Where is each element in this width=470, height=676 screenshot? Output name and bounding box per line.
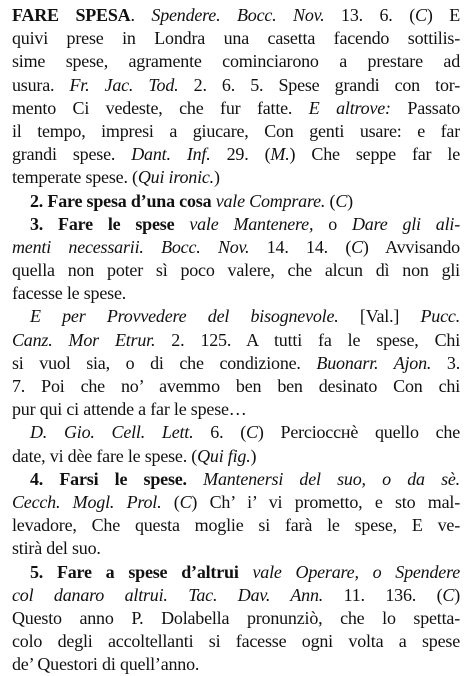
text-line — [12, 653, 460, 676]
text-line — [12, 421, 460, 444]
text-segment: ) — [213, 167, 220, 188]
text-line — [12, 259, 460, 282]
italic-text: Dant. Inf. — [131, 144, 211, 165]
italic-text: vale Operare, o Spendere — [238, 561, 460, 582]
headword: 5. Fare a spese d’altrui — [30, 561, 239, 582]
text-segment: 11. 136. ( — [323, 584, 443, 605]
text-line — [12, 4, 460, 27]
text-segment: ) Che seppe far le — [289, 144, 460, 165]
text-line — [12, 561, 460, 584]
text-line — [12, 491, 460, 514]
text-segment: quella non poter sì poco valere, che alcun dì non gli — [12, 260, 460, 281]
text-line — [12, 375, 460, 398]
text-line — [12, 143, 460, 166]
text-segment: si vuol sia, o di che condizione. — [12, 352, 317, 373]
text-segment: levadore, Che questa moglie si farà le spese, E ve- — [12, 515, 460, 536]
text-segment: Passato — [390, 97, 460, 118]
text-segment: ) — [250, 445, 257, 466]
text-segment: 6. ( — [193, 422, 247, 443]
italic-text: menti necessarii. Bocc. Nov. — [12, 236, 250, 257]
text-line — [12, 584, 460, 607]
italic-text: E altrove: — [308, 97, 391, 118]
italic-text: M. — [270, 144, 290, 165]
text-segment: mento Ci vedeste, che fur fatte. — [12, 97, 309, 118]
text-segment: ( — [161, 491, 180, 512]
text-line — [12, 630, 460, 653]
text-line — [12, 468, 460, 491]
italic-text: Canz. Mor Etrur. — [12, 329, 156, 350]
text-line — [12, 120, 460, 143]
text-segment: ) — [454, 584, 460, 605]
italic-text: Fr. Jac. Tod. — [69, 74, 179, 95]
text-segment: temperate spese. ( — [12, 167, 138, 188]
text-line — [12, 305, 460, 328]
italic-text: C — [246, 422, 258, 443]
text-segment: 14. 14. ( — [249, 236, 352, 257]
italic-text: Qui ironic. — [137, 167, 214, 188]
text-segment: sime spese, agramente cominciarono a prestare ad — [12, 51, 460, 72]
text-segment: stirà del suo. — [12, 538, 101, 559]
text-segment: 3. — [431, 352, 460, 373]
text-segment: pur qui ci attende a far le spese… — [12, 399, 247, 420]
text-segment: 13. 6. ( — [324, 5, 415, 25]
headword: 4. Farsi le spese. — [30, 468, 187, 489]
text-segment: date, vi dèe fare le spese. ( — [12, 445, 198, 466]
text-segment: facesse le spese. — [12, 283, 127, 304]
text-segment: ) E — [426, 5, 460, 25]
italic-text: Dare gli ali- — [337, 213, 460, 234]
text-line — [12, 352, 460, 375]
text-line — [12, 74, 460, 97]
text-segment: o — [328, 213, 338, 234]
text-segment: usura. — [12, 74, 70, 95]
italic-text: C — [415, 5, 427, 25]
text-line — [12, 537, 460, 560]
text-segment: 7. Poi che no’ avemmo ben ben desinato Con chi — [12, 376, 460, 396]
italic-text: col danaro altrui. Tac. Dav. Ann. — [12, 584, 324, 605]
italic-text: Pucc. — [420, 306, 460, 327]
text-line — [12, 213, 460, 236]
text-line — [12, 50, 460, 73]
text-line — [12, 166, 460, 189]
text-segment: ) Percioccнè quello che — [257, 422, 460, 443]
text-segment: ( — [325, 190, 336, 211]
italic-text: Buonarr. Ajon. — [316, 352, 432, 373]
text-line — [12, 445, 460, 468]
text-segment: il tempo, impresi a giucare, Con genti usare: e far — [12, 120, 460, 141]
text-line — [12, 398, 460, 421]
text-segment: 29. ( — [210, 144, 271, 165]
text-segment: . — [130, 5, 152, 25]
text-line — [12, 190, 460, 213]
text-line — [12, 607, 460, 630]
italic-text: C — [335, 190, 348, 211]
italic-text: Cecch. Mogl. Prol. — [12, 491, 162, 512]
text-line — [12, 97, 460, 120]
text-segment: 2. 6. 5. Spese grandi con tor- — [178, 74, 460, 95]
italic-text: C — [351, 236, 363, 257]
text-line — [12, 27, 460, 50]
text-segment: quivi prese in Londra una casetta facendo sottilis- — [12, 28, 460, 49]
headword: 3. Fare le spese — [30, 213, 175, 234]
text-segment: grandi spese. — [12, 144, 132, 165]
italic-text: vale Mantenere, — [174, 213, 329, 234]
text-segment: ) Ch’ i’ vi prometto, e sto mal- — [191, 491, 460, 512]
italic-text: E per Provvedere del bisognevole. — [30, 306, 339, 327]
headword: 2. Fare spesa d’una cosa — [30, 190, 212, 211]
italic-text: D. Gio. Cell. Lett. — [30, 422, 194, 443]
text-line — [12, 236, 460, 259]
text-line — [12, 282, 460, 305]
text-segment: [Val.] — [338, 306, 421, 327]
italic-text: C — [442, 584, 455, 605]
italic-text: C — [179, 491, 192, 512]
italic-text: Spendere. Bocc. Nov. — [151, 5, 325, 25]
text-segment: de’ Questori di quell’anno. — [12, 654, 200, 675]
text-segment: Questo anno P. Dolabella pronunziò, che lo spetta- — [12, 607, 460, 628]
italic-text: vale Comprare. — [211, 190, 326, 211]
text-segment: 2. 125. A tutti fa le spese, Chi — [155, 329, 460, 350]
italic-text: Mantenersi del suo, o da sè. — [186, 468, 460, 489]
text-line — [12, 514, 460, 537]
text-segment: ) Avvisando — [362, 236, 460, 257]
text-segment: ) — [347, 190, 353, 211]
italic-text: Qui fig. — [197, 445, 251, 466]
text-segment: colo degli accoltellanti si facesse ogni volta a spese — [12, 631, 460, 652]
text-line — [12, 329, 460, 352]
headword: FARE SPESA — [12, 5, 131, 25]
